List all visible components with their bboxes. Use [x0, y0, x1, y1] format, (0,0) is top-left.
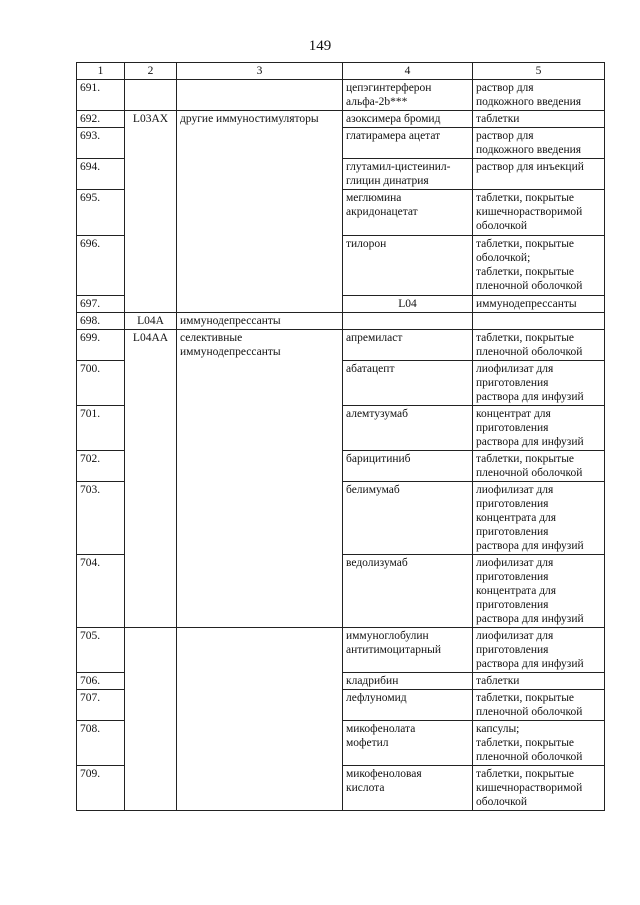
table-row	[77, 330, 605, 361]
row-number: 698.	[77, 313, 125, 330]
group-name	[177, 80, 343, 111]
dosage-form: раствор для подкожного введения	[473, 80, 605, 111]
row-number: 700.	[77, 361, 125, 406]
drug-name: цепэгинтерферон альфа-2b***	[343, 80, 473, 111]
group-name: иммунодепрессанты	[473, 296, 605, 313]
drug-name: ведолизумаб	[343, 555, 473, 628]
drug-table	[76, 62, 605, 811]
dosage-form: таблетки	[473, 673, 605, 690]
dosage-form: раствор для подкожного введения	[473, 128, 605, 159]
drug-name: микофенолата мофетил	[343, 721, 473, 766]
table-row	[77, 80, 605, 111]
row-number: 699.	[77, 330, 125, 361]
table-row	[77, 628, 605, 673]
header-cell-1: 1	[77, 63, 125, 80]
drug-name: алемтузумаб	[343, 406, 473, 451]
header-row	[77, 63, 605, 80]
drug-name: апремиласт	[343, 330, 473, 361]
dosage-form: лиофилизат для приготовления концентрата для приготовления раствора для инфузий	[473, 555, 605, 628]
row-number: 694.	[77, 159, 125, 190]
dosage-form: раствор для инъекций	[473, 159, 605, 190]
drug-name: тилорон	[343, 236, 473, 296]
dosage-form: концентрат для приготовления раствора для инфузий	[473, 406, 605, 451]
atc-code	[125, 80, 177, 111]
drug-name: лефлуномид	[343, 690, 473, 721]
drug-name: белимумаб	[343, 482, 473, 555]
group-name: иммунодепрессанты	[177, 313, 343, 330]
row-number: 704.	[77, 555, 125, 628]
drug-name: абатацепт	[343, 361, 473, 406]
row-number: 707.	[77, 690, 125, 721]
group-name: другие иммуностимуляторы	[177, 111, 343, 313]
drug-name: глатирамера ацетат	[343, 128, 473, 159]
dosage-form: таблетки, покрытые пленочной оболочкой	[473, 690, 605, 721]
row-number: 701.	[77, 406, 125, 451]
dosage-form: лиофилизат для приготовления концентрата для приготовления раствора для инфузий	[473, 482, 605, 555]
atc-code: L03AX	[125, 111, 177, 313]
header-cell-3: 3	[177, 63, 343, 80]
row-number: 706.	[77, 673, 125, 690]
dosage-form: лиофилизат для приготовления раствора для инфузий	[473, 361, 605, 406]
row-number: 696.	[77, 236, 125, 296]
drug-name: микофеноловая кислота	[343, 766, 473, 811]
atc-code: L04AA	[125, 330, 177, 628]
dosage-form: таблетки, покрытые пленочной оболочкой	[473, 451, 605, 482]
dosage-form: таблетки, покрытые кишечнорастворимой оболочкой	[473, 766, 605, 811]
drug-name: кладрибин	[343, 673, 473, 690]
atc-code: L04A	[125, 313, 177, 330]
drug-name	[343, 313, 473, 330]
header-cell-4: 4	[343, 63, 473, 80]
dosage-form: таблетки, покрытые пленочной оболочкой	[473, 330, 605, 361]
row-number: 708.	[77, 721, 125, 766]
dosage-form: таблетки, покрытые оболочкой; таблетки, покрытые пленочной оболочкой	[473, 236, 605, 296]
table-row	[77, 111, 605, 128]
dosage-form: таблетки, покрытые кишечнорастворимой оболочкой	[473, 190, 605, 236]
dosage-form: таблетки	[473, 111, 605, 128]
drug-name: меглюмина акридонацетат	[343, 190, 473, 236]
drug-name: иммуноглобулин антитимоцитарный	[343, 628, 473, 673]
page-number: 149	[308, 38, 332, 54]
table-row	[77, 313, 605, 330]
row-number: 702.	[77, 451, 125, 482]
dosage-form: капсулы; таблетки, покрытые пленочной оболочкой	[473, 721, 605, 766]
row-number: 691.	[77, 80, 125, 111]
header-cell-5: 5	[473, 63, 605, 80]
dosage-form	[473, 313, 605, 330]
group-name: селективные иммунодепрессанты	[177, 330, 343, 628]
drug-name: глутамил-цистеинил- глицин динатрия	[343, 159, 473, 190]
drug-name: барицитиниб	[343, 451, 473, 482]
dosage-form: лиофилизат для приготовления раствора для инфузий	[473, 628, 605, 673]
row-number: 695.	[77, 190, 125, 236]
atc-code	[125, 628, 177, 811]
header-cell-2: 2	[125, 63, 177, 80]
row-number: 692.	[77, 111, 125, 128]
group-name	[177, 628, 343, 811]
row-number: 697.	[77, 296, 125, 313]
row-number: 693.	[77, 128, 125, 159]
drug-name: азоксимера бромид	[343, 111, 473, 128]
row-number: 709.	[77, 766, 125, 811]
row-number: 703.	[77, 482, 125, 555]
atc-code: L04	[343, 296, 473, 313]
row-number: 705.	[77, 628, 125, 673]
